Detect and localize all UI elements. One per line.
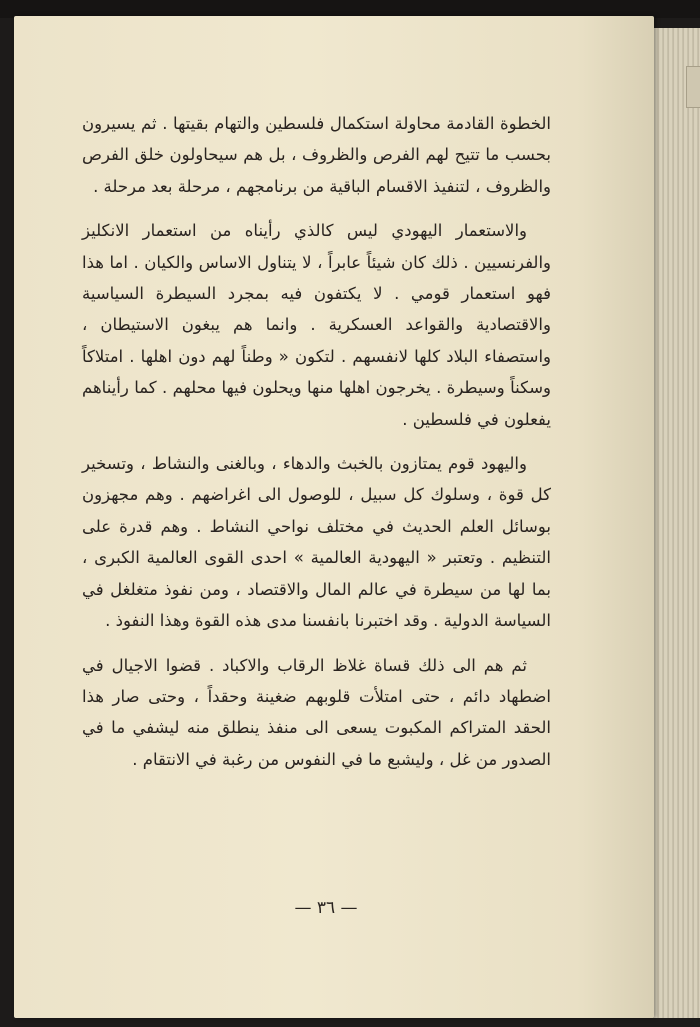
paragraph-3: واليهود قوم يمتازون بالخبث والدهاء ، وبالغنى والنشاط ، وتسخير كل قوة ، وسلوك كل سبيل ، للوصول الى اغراضهم . وهم مجهزون بوسائل العلم الحديث في مختلف نواحي النشاط . وهم قدرة على التنظيم . وتعتبر « اليهودية العالمية » احدى القوى العالمية الكبرى ، بما لها من سيطرة في عالم المال والاقتصاد ، ومن نفوذ متغلغل في السياسة الدولية . وقد اختبرنا بانفسنا مدى هذه القوة وهذا النفوذ . bbox=[82, 454, 551, 631]
paragraph-4: ثم هم الى ذلك قساة غلاظ الرقاب والاكباد . قضوا الاجيال في اضطهاد دائم ، حتى امتلأت قلوبهم ضغينة وحقداً ، وحتى صار هذا الحقد المتراكم المكبوت يسعى الى منفذ ينطلق منه ليشفي ما في الصدور من غل ، وليشبع ما في النفوس من رغبة في الانتقام . bbox=[82, 655, 551, 769]
paragraph-2: والاستعمار اليهودي ليس كالذي رأيناه من استعمار الانكليز والفرنسيين . ذلك كان شيئاً عابراً ، لا يتناول الاساس والكيان . اما هذا فهو استعمار قومي . لا يكتفون فيه بمجرد السيطرة السياسية والاقتصادية والقواعد العسكرية . وانما هم يبغون الاستيطان ، واستصفاء البلاد كلها لانفسهم . لتكون « وطناً لهم دون اهلها . امتلاكاً وسكناً وسيطرة . يخرجون اهلها منها ويحلون فيها محلهم . كما رأيناهم يفعلون في فلسطين . bbox=[82, 221, 551, 429]
page-edge-tab bbox=[686, 66, 700, 108]
page-number: — ٣٦ — bbox=[294, 898, 358, 918]
body-text bbox=[82, 108, 551, 788]
paragraph-1: الخطوة القادمة محاولة استكمال فلسطين والتهام بقيتها . ثم يسيرون بحسب ما تتيح لهم الفرص والظروف ، بل هم سيحاولون خلق الفرص والظروف ، لتنفيذ الاقسام الباقية من برنامجهم ، مرحلة بعد مرحلة . bbox=[82, 114, 551, 196]
book-page bbox=[14, 16, 654, 1018]
